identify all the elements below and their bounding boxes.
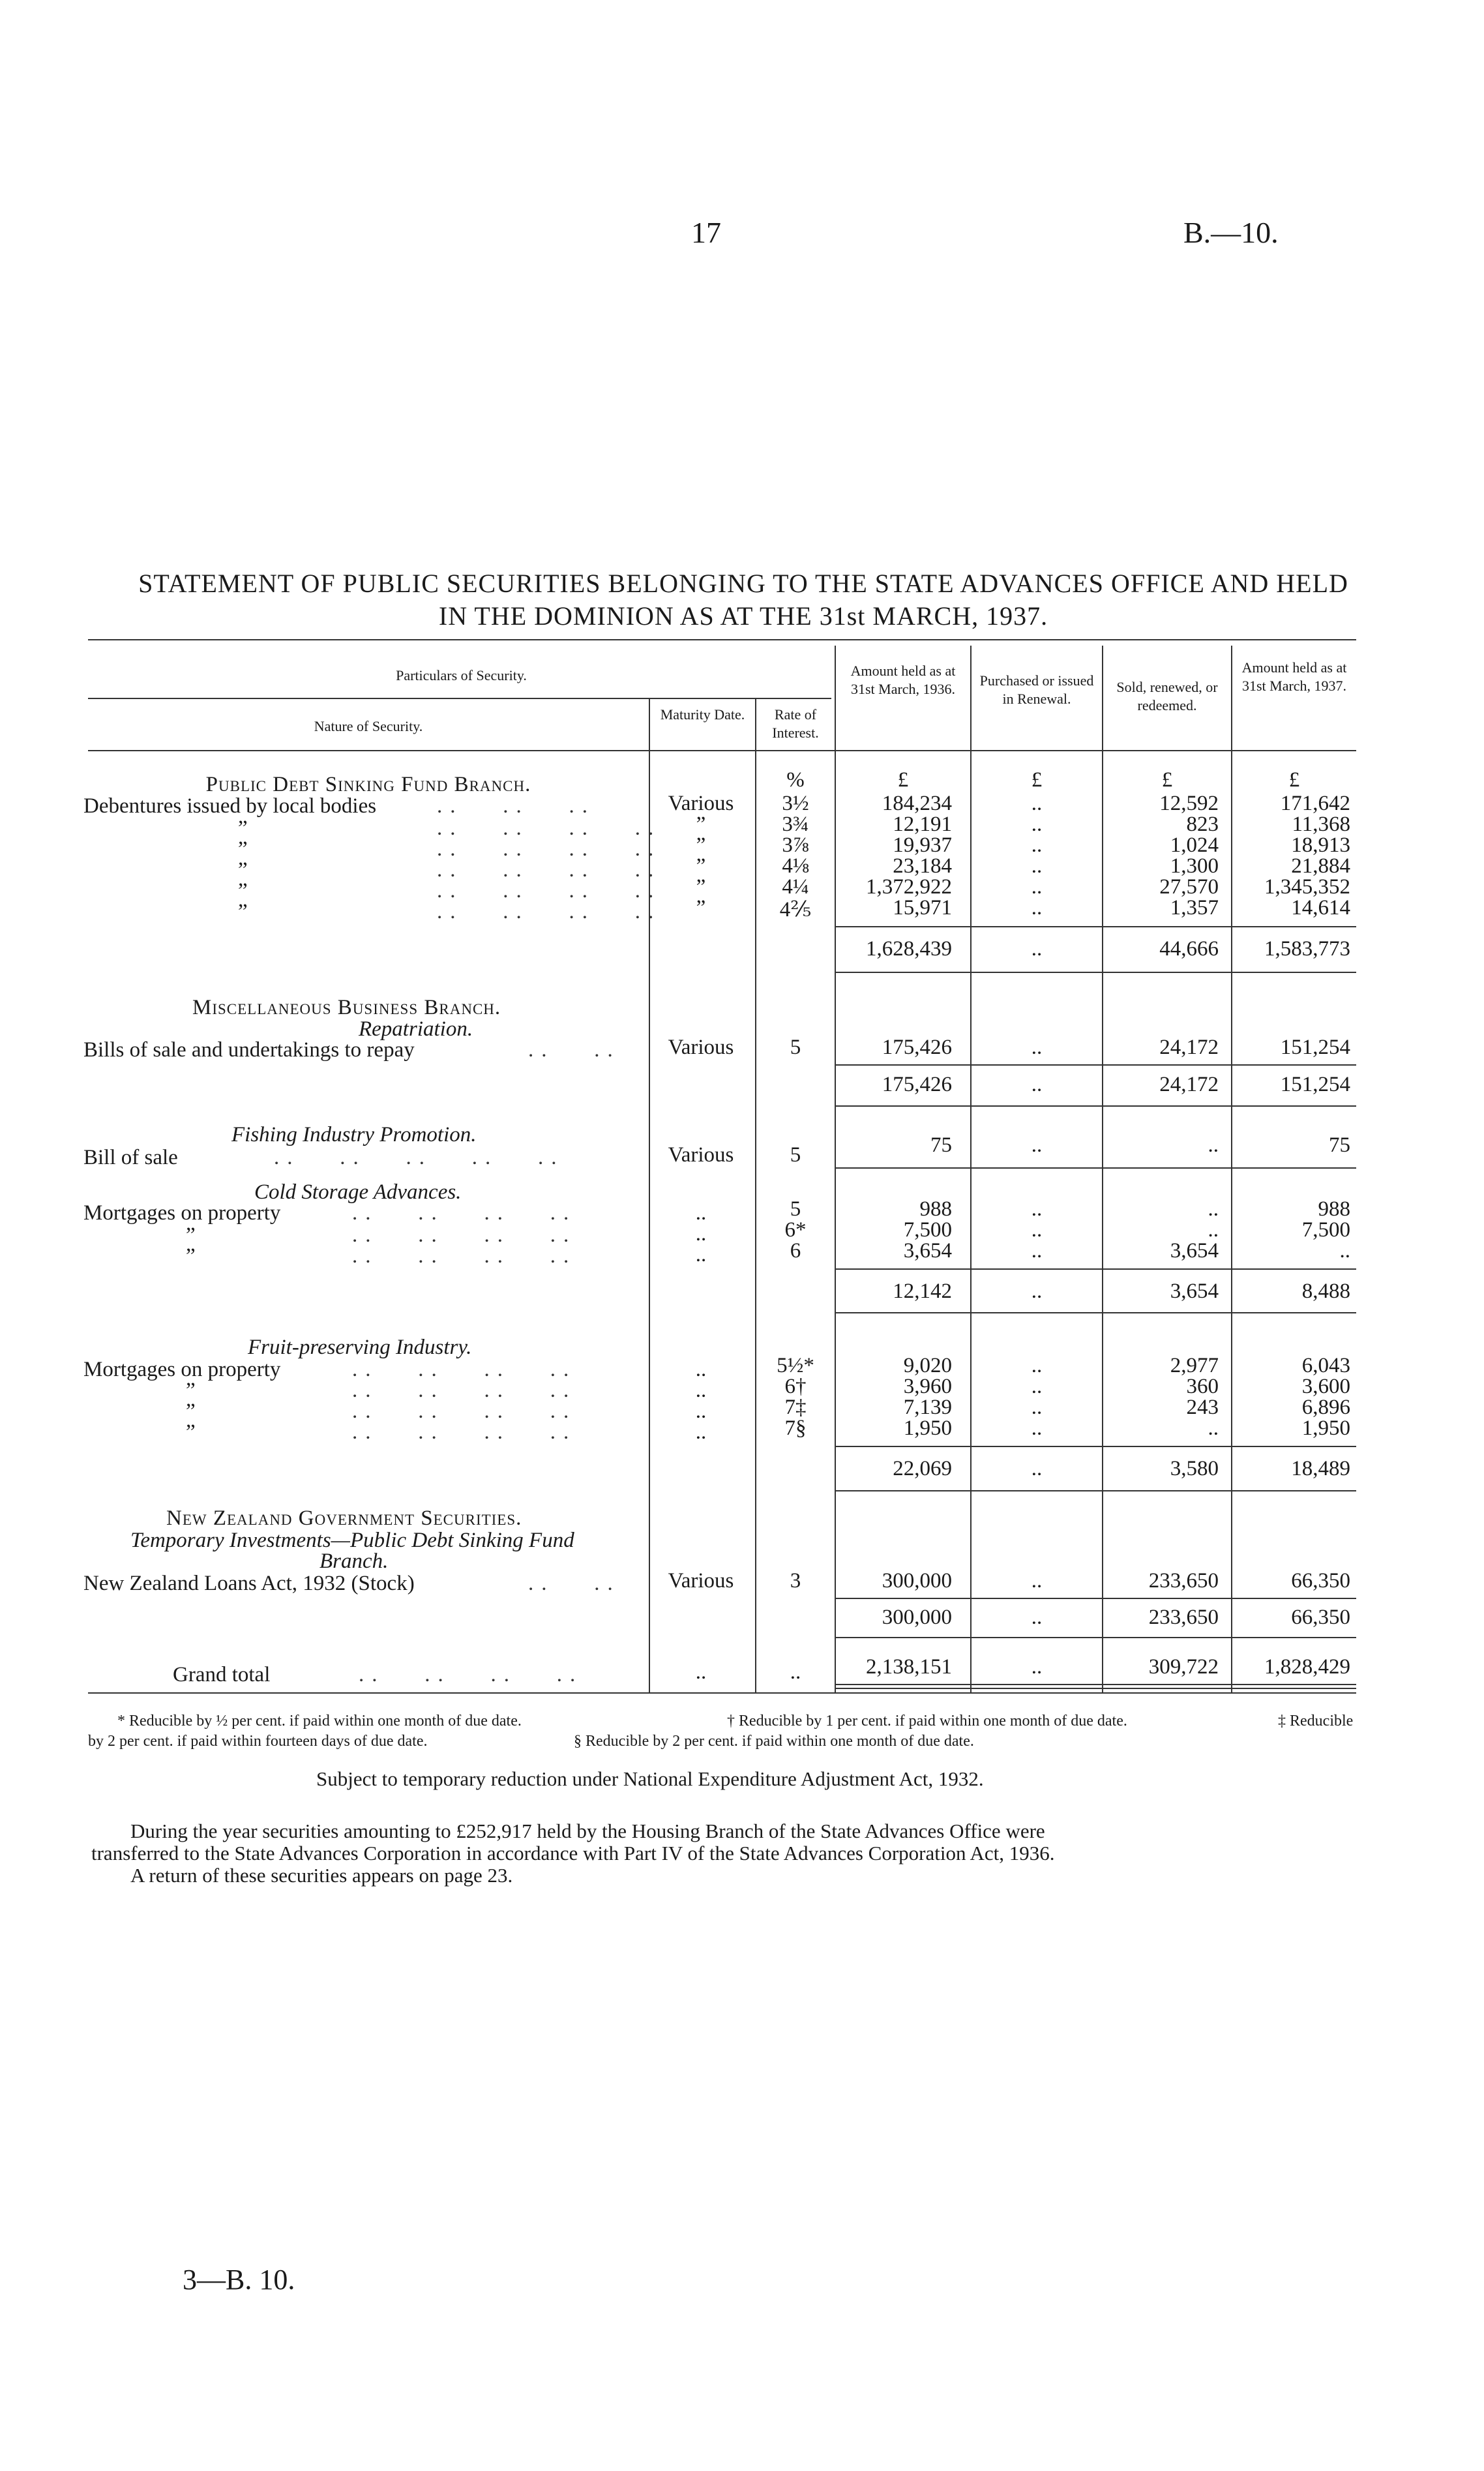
subtotal-rule [836,1637,1356,1638]
cell-maturity: ” [696,833,706,857]
cell-held1936: 15,971 [893,896,952,920]
ditto-mark: ” [186,1379,196,1402]
total-held1936: 175,426 [882,1073,952,1096]
total-held1936: 22,069 [893,1457,952,1480]
subtotal-rule [836,1598,1356,1599]
cell-held1937: 988 [1318,1197,1350,1221]
subsection-branch: Branch. [319,1550,389,1573]
cell-held1936: 75 [930,1133,952,1157]
col-rule-purchased [1102,646,1103,1692]
cell-purchased: .. [1031,1396,1043,1419]
cell-maturity: .. [695,1222,707,1246]
cell-purchased: .. [1031,1375,1043,1398]
subtotal-rule [836,1312,1356,1313]
section-heading-pdsf: Public Debt Sinking Fund Branch. [205,773,531,796]
cell-sold: 27,570 [1159,875,1219,899]
subtotal-rule [836,1064,1356,1066]
cell-sold: 3,654 [1170,1239,1219,1263]
row-label: Bills of sale and undertakings to repay [83,1038,415,1062]
cell-held1936: 3,654 [903,1239,952,1263]
total-purchased: .. [1031,1073,1043,1096]
row-label: Bill of sale [83,1146,178,1169]
cell-purchased: .. [1031,792,1043,815]
grand-total-purchased: .. [1031,1655,1043,1679]
cell-purchased: .. [1031,854,1043,878]
cell-held1937: 21,884 [1291,854,1350,878]
cell-held1937: 3,600 [1301,1375,1350,1398]
cell-maturity: .. [695,1201,707,1225]
ditto-mark: ” [238,900,248,923]
total-purchased: .. [1031,1457,1043,1480]
cell-maturity: .. [695,1379,707,1402]
cell-maturity: ” [696,813,706,836]
subject-note: Subject to temporary reduction under National Expenditure Adjustment Act, 1932. [316,1767,984,1790]
header-particulars: Particulars of Security. [396,667,527,683]
cell-rate: 5 [790,1197,801,1221]
cell-maturity: .. [695,1400,707,1423]
subtotal-rule [836,1167,1356,1169]
footnote-1b: † Reducible by 1 per cent. if paid within one month of due date. [727,1713,1127,1730]
cell-held1937: 171,642 [1280,792,1350,815]
cell-rate: 5½* [777,1354,814,1377]
cell-purchased: .. [1031,1569,1043,1593]
cell-held1937: 14,614 [1291,896,1350,920]
subtotal-rule [836,1446,1356,1447]
unit-pound-1936: £ [897,768,909,792]
cell-held1937: 11,368 [1292,813,1350,836]
cell-sold: 24,172 [1159,1036,1219,1059]
cell-rate: 3½ [782,792,809,815]
cell-maturity: .. [695,1420,707,1444]
subsection-cold-storage: Cold Storage Advances. [254,1180,462,1204]
statement-title [78,567,1408,633]
leader-dots: .. .. .. .. .. [274,1146,565,1169]
cell-held1936: 9,020 [903,1354,952,1377]
cell-held1936: 7,139 [903,1396,952,1419]
cell-maturity: Various [668,792,734,815]
grand-total-rule [836,1684,1356,1685]
grand-total-rule [836,1688,1356,1689]
cell-sold: .. [1208,1197,1219,1221]
table-top-rule [88,639,1356,640]
section-heading-misc: Miscellaneous Business Branch. [192,996,501,1019]
cell-sold: .. [1208,1416,1219,1440]
footnote-2a: by 2 per cent. if paid within fourteen days of due date. [88,1733,428,1750]
header-purchased: Purchased or issued in Renewal. [979,672,1094,707]
total-sold: 24,172 [1159,1073,1219,1096]
cell-held1936: 1,372,922 [866,875,952,899]
total-purchased: .. [1031,1280,1043,1303]
cell-held1937: 6,896 [1301,1396,1350,1419]
grand-total-held1937: 1,828,429 [1264,1655,1350,1679]
cell-held1937: 18,913 [1291,833,1350,857]
leader-dots: .. .. .. .. [437,858,662,882]
grand-total-label: Grand total [173,1663,271,1686]
footnote-1c: ‡ Reducible [1278,1713,1354,1730]
cell-sold: .. [1208,1133,1219,1157]
subtotal-rule [836,1105,1356,1107]
cell-held1937: 1,345,352 [1264,875,1350,899]
cell-rate: 3⅞ [782,833,809,857]
cell-purchased: .. [1031,1416,1043,1440]
cell-maturity: ” [696,854,706,878]
leader-dots: .. .. .. .. [437,900,662,923]
leader-dots: .. .. .. [437,794,595,818]
cell-sold: 1,300 [1170,854,1219,878]
cell-purchased: .. [1031,833,1043,857]
row-label: New Zealand Loans Act, 1932 (Stock) [83,1572,415,1595]
col-rule-held1936 [970,646,972,1692]
total-held1937: 151,254 [1280,1073,1350,1096]
cell-rate: 5 [790,1143,801,1167]
total-sold: 233,650 [1148,1606,1219,1629]
col-rule-rate [835,646,836,1692]
leader-dots: .. .. .. .. [359,1663,584,1686]
cell-sold: 12,592 [1159,792,1219,815]
total-purchased: .. [1031,1606,1043,1629]
total-held1936: 1,628,439 [866,937,952,961]
cell-rate: 4⅛ [782,854,809,878]
leader-dots: .. .. .. .. [352,1400,577,1423]
footnote-2b: § Reducible by 2 per cent. if paid within one month of due date. [574,1733,974,1750]
grand-total-held1936: 2,138,151 [866,1655,952,1679]
leader-dots: .. .. .. .. [352,1358,577,1381]
cell-rate: 3 [790,1569,801,1593]
cell-sold: 1,357 [1170,896,1219,920]
leader-dots: .. .. .. .. [352,1201,577,1225]
leader-dots: .. .. [528,1572,621,1595]
cell-purchased: .. [1031,1354,1043,1377]
cell-held1936: 1,950 [903,1416,952,1440]
ditto-mark: ” [186,1223,196,1247]
cell-rate: 4⅖ [779,898,812,921]
cell-held1936: 12,191 [893,813,952,836]
ditto-mark: ” [238,816,248,840]
page-number: 17 [691,216,721,249]
leader-dots: .. .. .. .. [437,837,662,861]
cell-sold: 360 [1186,1375,1219,1398]
total-purchased: .. [1031,937,1043,961]
leader-dots: .. .. .. .. [352,1244,577,1268]
cell-rate: 3¾ [782,813,809,836]
cell-purchased: .. [1031,875,1043,899]
total-held1937: 18,489 [1291,1457,1350,1480]
cell-sold: 1,024 [1170,833,1219,857]
unit-pound-purchased: £ [1031,768,1043,792]
footnote-1a: * Reducible by ½ per cent. if paid within one month of due date. [117,1713,522,1730]
col-rule-maturity [755,698,756,1692]
subsection-fishing: Fishing Industry Promotion. [231,1123,477,1146]
cell-held1936: 19,937 [893,833,952,857]
leader-dots: .. .. [528,1038,621,1062]
total-sold: 44,666 [1159,937,1219,961]
cell-maturity: Various [668,1569,734,1593]
cell-maturity: ” [696,875,706,899]
col-rule-sold [1231,646,1232,1692]
cell-rate: 6† [784,1375,807,1398]
cell-purchased: .. [1031,1218,1043,1242]
subtotal-rule [836,972,1356,973]
subtotal-rule [836,1490,1356,1491]
cell-held1936: 988 [919,1197,952,1221]
leader-dots: .. .. .. .. [352,1223,577,1247]
title-line-2: IN THE DOMINION AS AT THE 31st MARCH, 1937. [438,601,1048,631]
cell-rate: 6 [790,1239,801,1263]
cell-rate: 4¼ [782,875,809,899]
leader-dots: .. .. .. .. [352,1420,577,1444]
cell-maturity: Various [668,1143,734,1167]
cell-purchased: .. [1031,1133,1043,1157]
cell-purchased: .. [1031,1197,1043,1221]
total-sold: 3,580 [1170,1457,1219,1480]
transfer-note-line-1: During the year securities amounting to £252,917 held by the Housing Branch of the State Advances Office were [130,1820,1045,1842]
cell-maturity: Various [668,1036,734,1059]
header-maturity: Maturity Date. [660,706,745,723]
total-held1936: 12,142 [893,1280,952,1303]
header-held1937: Amount held as at 31st March, 1937. [1241,659,1347,694]
cell-held1936: 23,184 [893,854,952,878]
header-rate: Rate of Interest. [772,706,819,741]
cell-purchased: .. [1031,896,1043,920]
cell-maturity: ” [696,896,706,920]
unit-pound-1937: £ [1288,768,1300,792]
total-sold: 3,654 [1170,1280,1219,1303]
ditto-mark: ” [238,858,248,882]
cell-held1936: 175,426 [882,1036,952,1059]
total-held1937: 1,583,773 [1264,937,1350,961]
total-held1937: 8,488 [1301,1280,1350,1303]
unit-pound-sold: £ [1161,768,1173,792]
cell-rate: 7‡ [784,1396,807,1419]
ditto-mark: ” [186,1244,196,1268]
cell-held1937: 151,254 [1280,1036,1350,1059]
row-label: Mortgages on property [83,1358,281,1381]
cell-held1937: 75 [1329,1133,1350,1157]
cell-held1936: 3,960 [903,1375,952,1398]
cell-held1936: 7,500 [903,1218,952,1242]
subsection-fruit-preserving: Fruit-preserving Industry. [248,1336,472,1359]
cell-held1937: 1,950 [1301,1416,1350,1440]
subtotal-rule [836,1268,1356,1270]
cell-sold: .. [1208,1218,1219,1242]
table-bottom-rule [88,1692,1356,1694]
cell-held1937: 7,500 [1301,1218,1350,1242]
cell-held1936: 300,000 [882,1569,952,1593]
subsection-temporary-investments: Temporary Investments—Public Debt Sinking Fund [130,1529,574,1552]
subsection-repatriation: Repatriation. [359,1017,473,1041]
leader-dots: .. .. .. .. [352,1379,577,1402]
cell-sold: 2,977 [1170,1354,1219,1377]
unit-percent: % [786,768,805,792]
cell-maturity: .. [695,1358,707,1381]
title-line-1: STATEMENT OF PUBLIC SECURITIES BELONGING TO THE STATE ADVANCES OFFICE AND HELD [138,569,1348,598]
leader-dots: .. .. .. .. [437,816,662,840]
cell-rate: 6* [784,1218,807,1242]
cell-rate: 5 [790,1036,801,1059]
cell-sold: 243 [1186,1396,1219,1419]
leader-dots: .. .. .. .. [437,879,662,903]
header-sold: Sold, renewed, or redeemed. [1116,679,1218,713]
total-held1936: 300,000 [882,1606,952,1629]
header-nature: Nature of Security. [314,718,423,734]
cell-purchased: .. [1031,1036,1043,1059]
cell-rate: 7§ [784,1416,807,1440]
cell-sold: 233,650 [1148,1569,1219,1593]
section-heading-nz-government: New Zealand Government Securities. [166,1506,522,1530]
cell-maturity: .. [695,1243,707,1266]
particulars-rule [88,698,831,699]
row-label: Debentures issued by local bodies [83,794,377,818]
grand-total-sold: 309,722 [1148,1655,1219,1679]
transfer-note-line-3: A return of these securities appears on page 23. [130,1864,513,1887]
ditto-mark: ” [238,837,248,861]
row-label: Mortgages on property [83,1201,281,1225]
document-code: B.—10. [1183,216,1279,249]
cell-held1937: 6,043 [1301,1354,1350,1377]
header-held1936: Amount held as at 31st March, 1936. [850,663,956,697]
ditto-mark: ” [186,1400,196,1423]
ditto-mark: ” [186,1420,196,1444]
cell-held1937: .. [1339,1239,1350,1263]
grand-total-rate: .. [790,1660,801,1684]
folio-mark: 3—B. 10. [183,2264,295,2296]
cell-purchased: .. [1031,1239,1043,1263]
cell-sold: 823 [1186,813,1219,836]
transfer-note-line-2: transferred to the State Advances Corporation in accordance with Part IV of the State Advances Corporation Act, 1936. [91,1842,1055,1864]
cell-held1936: 184,234 [882,792,952,815]
cell-held1937: 66,350 [1291,1569,1350,1593]
total-held1937: 66,350 [1291,1606,1350,1629]
cell-purchased: .. [1031,813,1043,836]
ditto-mark: ” [238,879,248,903]
grand-total-maturity: .. [695,1660,707,1684]
header-bottom-rule [88,750,1356,751]
subtotal-rule [836,926,1356,927]
